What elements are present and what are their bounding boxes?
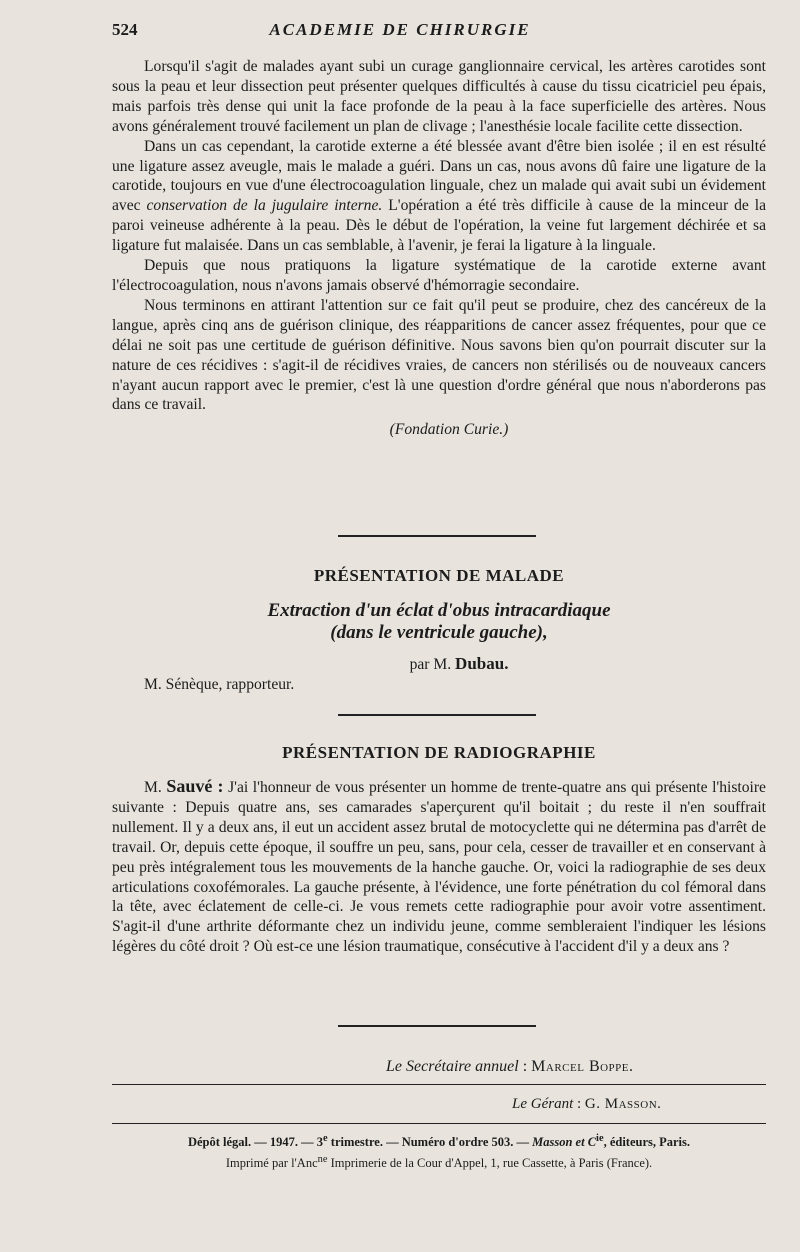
gerant-signature: Le Gérant : G. Masson.: [512, 1096, 662, 1112]
running-title: ACADEMIE DE CHIRURGIE: [269, 20, 531, 39]
speaker-name: Sauvé :: [166, 776, 224, 796]
paragraph-2: Dans un cas cependant, la carotide externe a été blessée avant d'être bien isolée ; il en est résulté une ligature assez aveugle, mais le malade a guéri. Dans un cas, nous avons dû faire une ligature de la carotide, toujours en vue d'une électrocoagulation linguale, chez un malade qui avait subi un évidement avec conservation de la jugulaire interne. L'opération a été très difficile à cause de la minceur de la paroi veineuse adhérente à la peau. Dès le début de l'opération, la veine fut largement déchirée et sa ligature fut malaisée. Dans un cas semblable, à l'avenir, je ferai la ligature à la linguale.: [112, 137, 766, 255]
presentation-radiographie: [112, 743, 766, 957]
paragraph-1: Lorsqu'il s'agit de malades ayant subi un curage ganglionnaire cervical, les artères carotides sont sous la peau et leur dissection peut présenter quelques difficultés à cause du tissu cicatriciel peu épais, mais parfois très dense qui unit la face profonde de la peau à la face superficielle des artères. Nous avons généralement trouvé facilement un plan de clivage ; l'anesthésie locale facilite cette dissection.: [112, 58, 766, 135]
case-title-line-2: (dans le ventricule gauche),: [330, 622, 548, 643]
paragraph-4: Nous terminons en attirant l'attention sur ce fait qu'il peut se produire, chez des cancéreux de la langue, après cinq ans de guérison clinique, des réapparitions de cancer assez fréquentes, pour que ce délai ne soit pas une certitude de guérison définitive. Nous savons bien qu'on pourrait discuter sur la nature de ces récidives : s'agit-il de récidives vraies, de cancers non stérilisés ou de nouveaux cancers n'ayant aucun rapport avec le premier, c'est là une question d'ordre général que nous n'aborderons pas dans ce travail.: [112, 296, 766, 414]
presentation-malade: [112, 566, 766, 694]
article-body: [112, 57, 766, 439]
author-name: Dubau.: [455, 654, 509, 673]
secretary-signature: Le Secrétaire annuel : Marcel Boppe.: [386, 1058, 634, 1075]
section-divider: [338, 535, 536, 537]
section-heading: PRÉSENTATION DE RADIOGRAPHIE: [282, 743, 596, 762]
radiographie-paragraph: M. Sauvé : J'ai l'honneur de vous présenter un homme de trente-quatre ans qui présente l'histoire suivante : Depuis quatre ans, ses camarades s'aperçurent qu'il boitait ; du reste il n'en souffrait nullement. Il y a deux ans, il eut un accident assez brutal de motocyclette qui ne détermina pas d'arrêt de travail. Or, depuis cette époque, il souffre un peu, sans, pour cela, cesser de travailler et en conservant à peu près intégralement tous les mouvements de la hanche gauche. Or, voici la radiographie de ses deux articulations coxofémorales. La gauche présente, à l'évidence, une forte pénétration du col fémoral dans la tête, avec éclatement de celle-ci. Je vous remets cette radiographie pour avoir votre assentiment. S'agit-il d'une arthrite déformante chez un individu jeune, comme sembleraient l'indiquer les lésions légères du côté droit ? Où est-ce une lésion traumatique, consécutive à l'accident d'il y a deux ans ?: [112, 776, 766, 956]
section-divider: [338, 714, 536, 716]
page-header: [0, 16, 800, 44]
section-divider: [338, 1025, 536, 1027]
case-title-line-1: Extraction d'un éclat d'obus intracardiaque: [267, 600, 611, 621]
emphasis-text: conservation de la jugulaire interne.: [146, 197, 383, 215]
closing-rule: [112, 1084, 766, 1085]
rapporteur: M. Sénèque, rapporteur.: [144, 676, 295, 693]
page-number: 524: [112, 20, 138, 39]
imprint: [112, 1130, 766, 1172]
imprint-line-1: Dépôt légal. — 1947. — 3e trimestre. — Numéro d'ordre 503. — Masson et $C^{ie}$, éditeurs, Paris.: [187, 1133, 691, 1150]
byline: par M. Dubau.: [409, 654, 509, 673]
section-heading: PRÉSENTATION DE MALADE: [313, 566, 565, 585]
paragraph-3: Depuis que nous pratiquons la ligature systématique de la carotide externe avant l'électrocoagulation, nous n'avons jamais observé d'hémorragie secondaire.: [112, 257, 766, 294]
article-signature: (Fondation Curie.): [389, 421, 509, 439]
imprint-line-2: Imprimé par l'Anc$^{ne}$ Imprimerie de la Cour d'Appel, 1, rue Cassette, à Paris (France).: [225, 1154, 653, 1171]
footer-rule: [112, 1123, 766, 1124]
